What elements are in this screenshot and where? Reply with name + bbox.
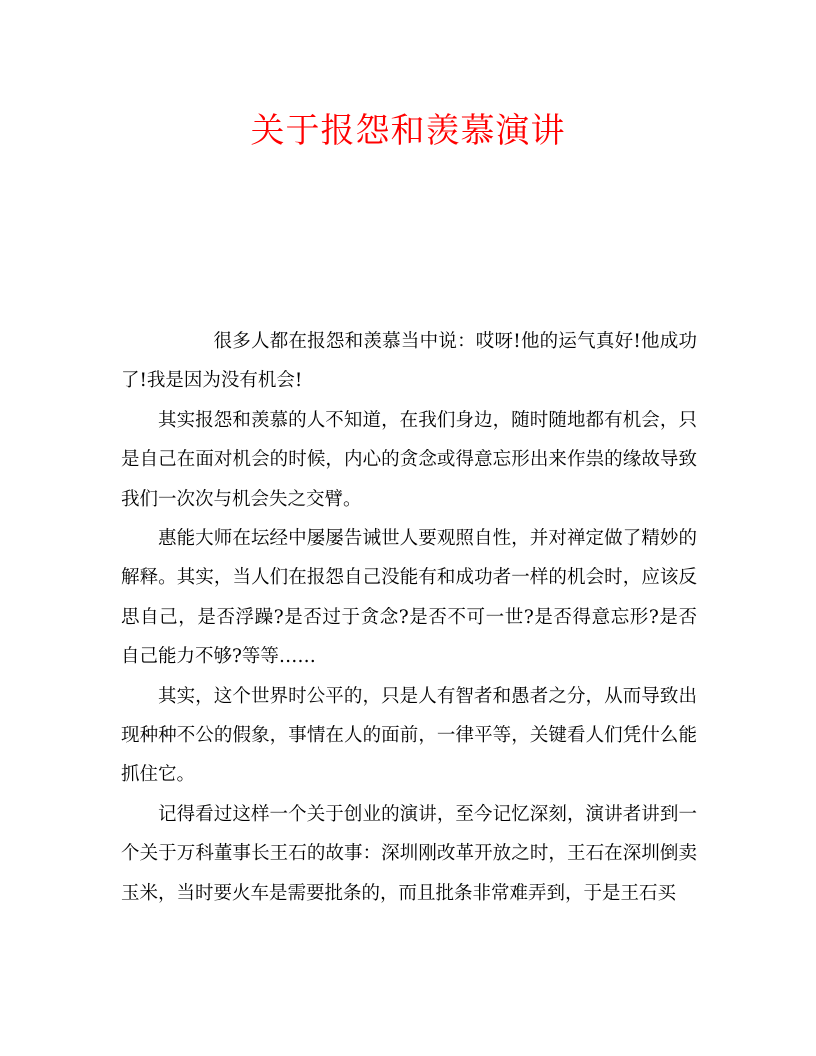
document-body [121, 322, 697, 913]
paragraph-4: 其实，这个世界时公平的，只是人有智者和愚者之分，从而导致出现种种不公的假象，事情在人的面前，一律平等，关键看人们凭什么能抓住它。 [121, 685, 697, 786]
paragraph-2: 其实报怨和羡慕的人不知道，在我们身边，随时随地都有机会，只是自己在面对机会的时候，内心的贪念或得意忘形出来作祟的缘故导致我们一次次与机会失之交臂。 [121, 409, 697, 510]
paragraph-5: 记得看过这样一个关于创业的演讲，至今记忆深刻，演讲者讲到一个关于万科董事长王石的故事：深圳刚改革开放之时，王石在深圳倒卖玉米，当时要火车是需要批条的，而且批条非常难弄到，于是王石买 [121, 803, 697, 904]
document-title: 关于报怨和羡慕演讲 [250, 111, 566, 151]
paragraph-1: 很多人都在报怨和羡慕当中说：哎呀!他的运气真好!他成功了!我是因为没有机会! [121, 331, 697, 392]
paragraph-3: 惠能大师在坛经中屡屡告诫世人要观照自性，并对禅定做了精妙的解释。其实，当人们在报怨自己没能有和成功者一样的机会时，应该反思自己，是否浮躁?是否过于贪念?是否不可一世?是否得意忘形?是否自己能力不够?等等…… [121, 528, 697, 668]
